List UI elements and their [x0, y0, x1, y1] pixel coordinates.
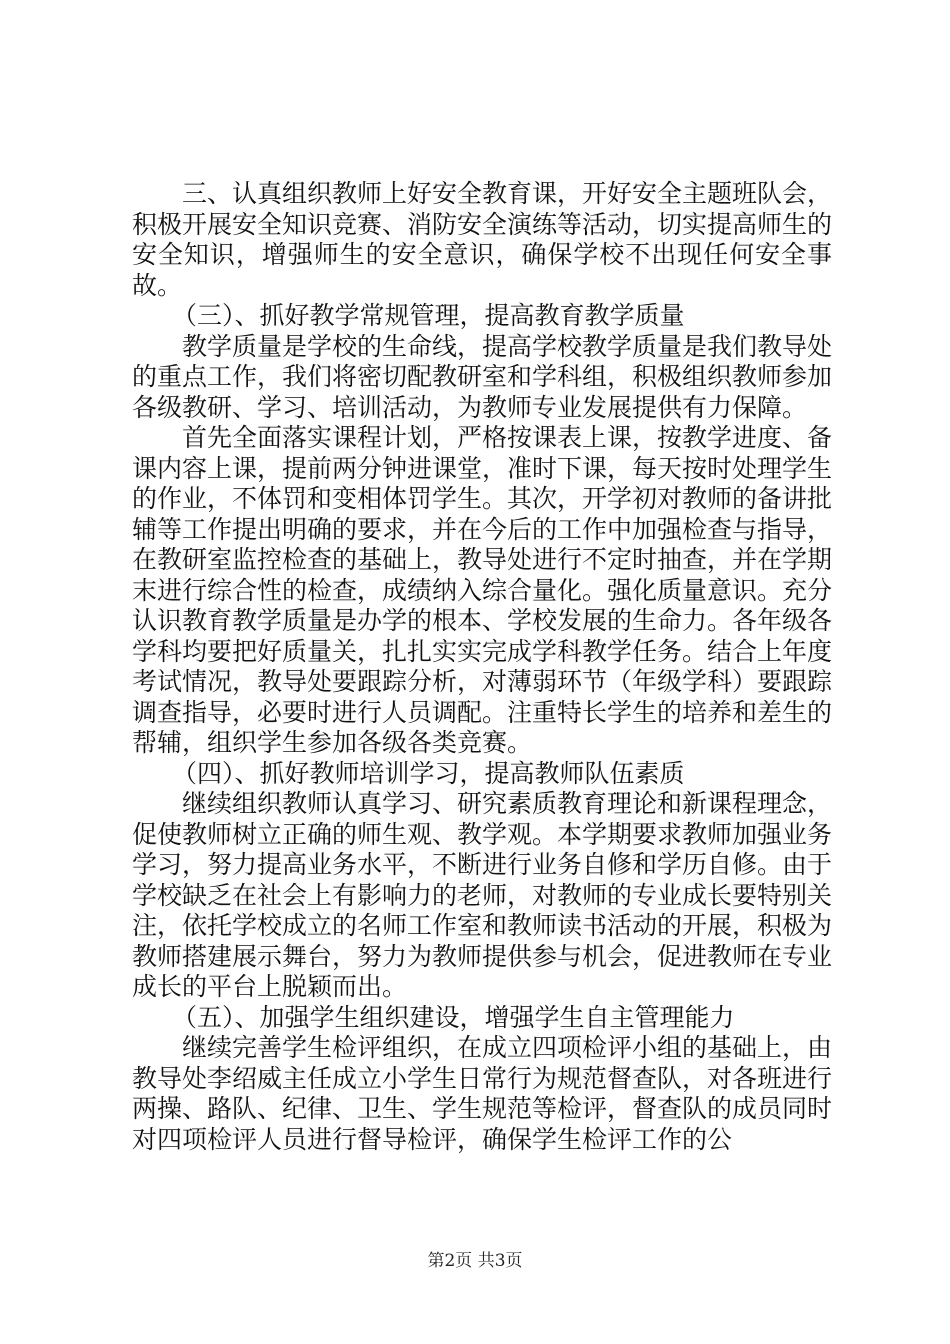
paragraph-curriculum-plan: 首先全面落实课程计划，严格按课表上课，按教学进度、备课内容上课，提前两分钟进课堂，准时下课，每天按时处理学生的作业，不体罚和变相体罚学生。其次，开学初对教师的备讲批辅等工作提出明确的要求，并在今后的工作中加强检查与指导，在教研室监控检查的基础上，教导处进行不定时抽查，并在学期末进行综合性的检查，成绩纳入综合量化。强化质量意识。充分认识教育教学质量是办学的根本、学校发展的生命力。各年级各学科均要把好质量关，扎扎实实完成学科教学任务。结合上年度考试情况，教导处要跟踪分析，对薄弱环节（年级学科）要跟踪调查指导，必要时进行人员调配。注重特长学生的培养和差生的帮辅，组织学生参加各级各类竞赛。: [132, 423, 833, 757]
paragraph-safety-education: 三、认真组织教师上好安全教育课，开好安全主题班队会，积极开展安全知识竞赛、消防安全演练等活动，切实提高师生的安全知识，增强师生的安全意识，确保学校不出现任何安全事故。: [132, 179, 833, 300]
document-body: [132, 179, 832, 1155]
paragraph-teaching-quality: 教学质量是学校的生命线，提高学校教学质量是我们教导处的重点工作，我们将密切配教研室和学科组，积极组织教师参加各级教研、学习、培训活动，为教师专业发展提供有力保障。: [132, 331, 833, 422]
paragraph-teacher-study: 继续组织教师认真学习、研究素质教育理论和新课程理念，促使教师树立正确的师生观、教学观。本学期要求教师加强业务学习，努力提高业务水平，不断进行业务自修和学历自修。由于学校缺乏在社会上有影响力的老师，对教师的专业成长要特别关注，依托学校成立的名师工作室和教师读书活动的开展，积极为教师搭建展示舞台，努力为教师提供参与机会，促进教师在专业成长的平台上脱颖而出。: [132, 789, 833, 1001]
paragraph-student-evaluation: 继续完善学生检评组织，在成立四项检评小组的基础上，由教导处李绍威主任成立小学生日常行为规范督查队，对各班进行两操、路队、纪律、卫生、学生规范等检评，督查队的成员同时对四项检评人员进行督导检评，确保学生检评工作的公: [132, 1033, 833, 1154]
page-number: 第2页 共3页: [427, 1251, 523, 1271]
section-heading-teacher-training: （四）、抓好教师培训学习，提高教师队伍素质: [172, 758, 685, 788]
section-heading-teaching-routine: （三）、抓好教学常规管理，提高教育教学质量: [172, 301, 685, 330]
section-heading-student-organization: （五）、加强学生组织建设，增强学生自主管理能力: [172, 1002, 735, 1032]
